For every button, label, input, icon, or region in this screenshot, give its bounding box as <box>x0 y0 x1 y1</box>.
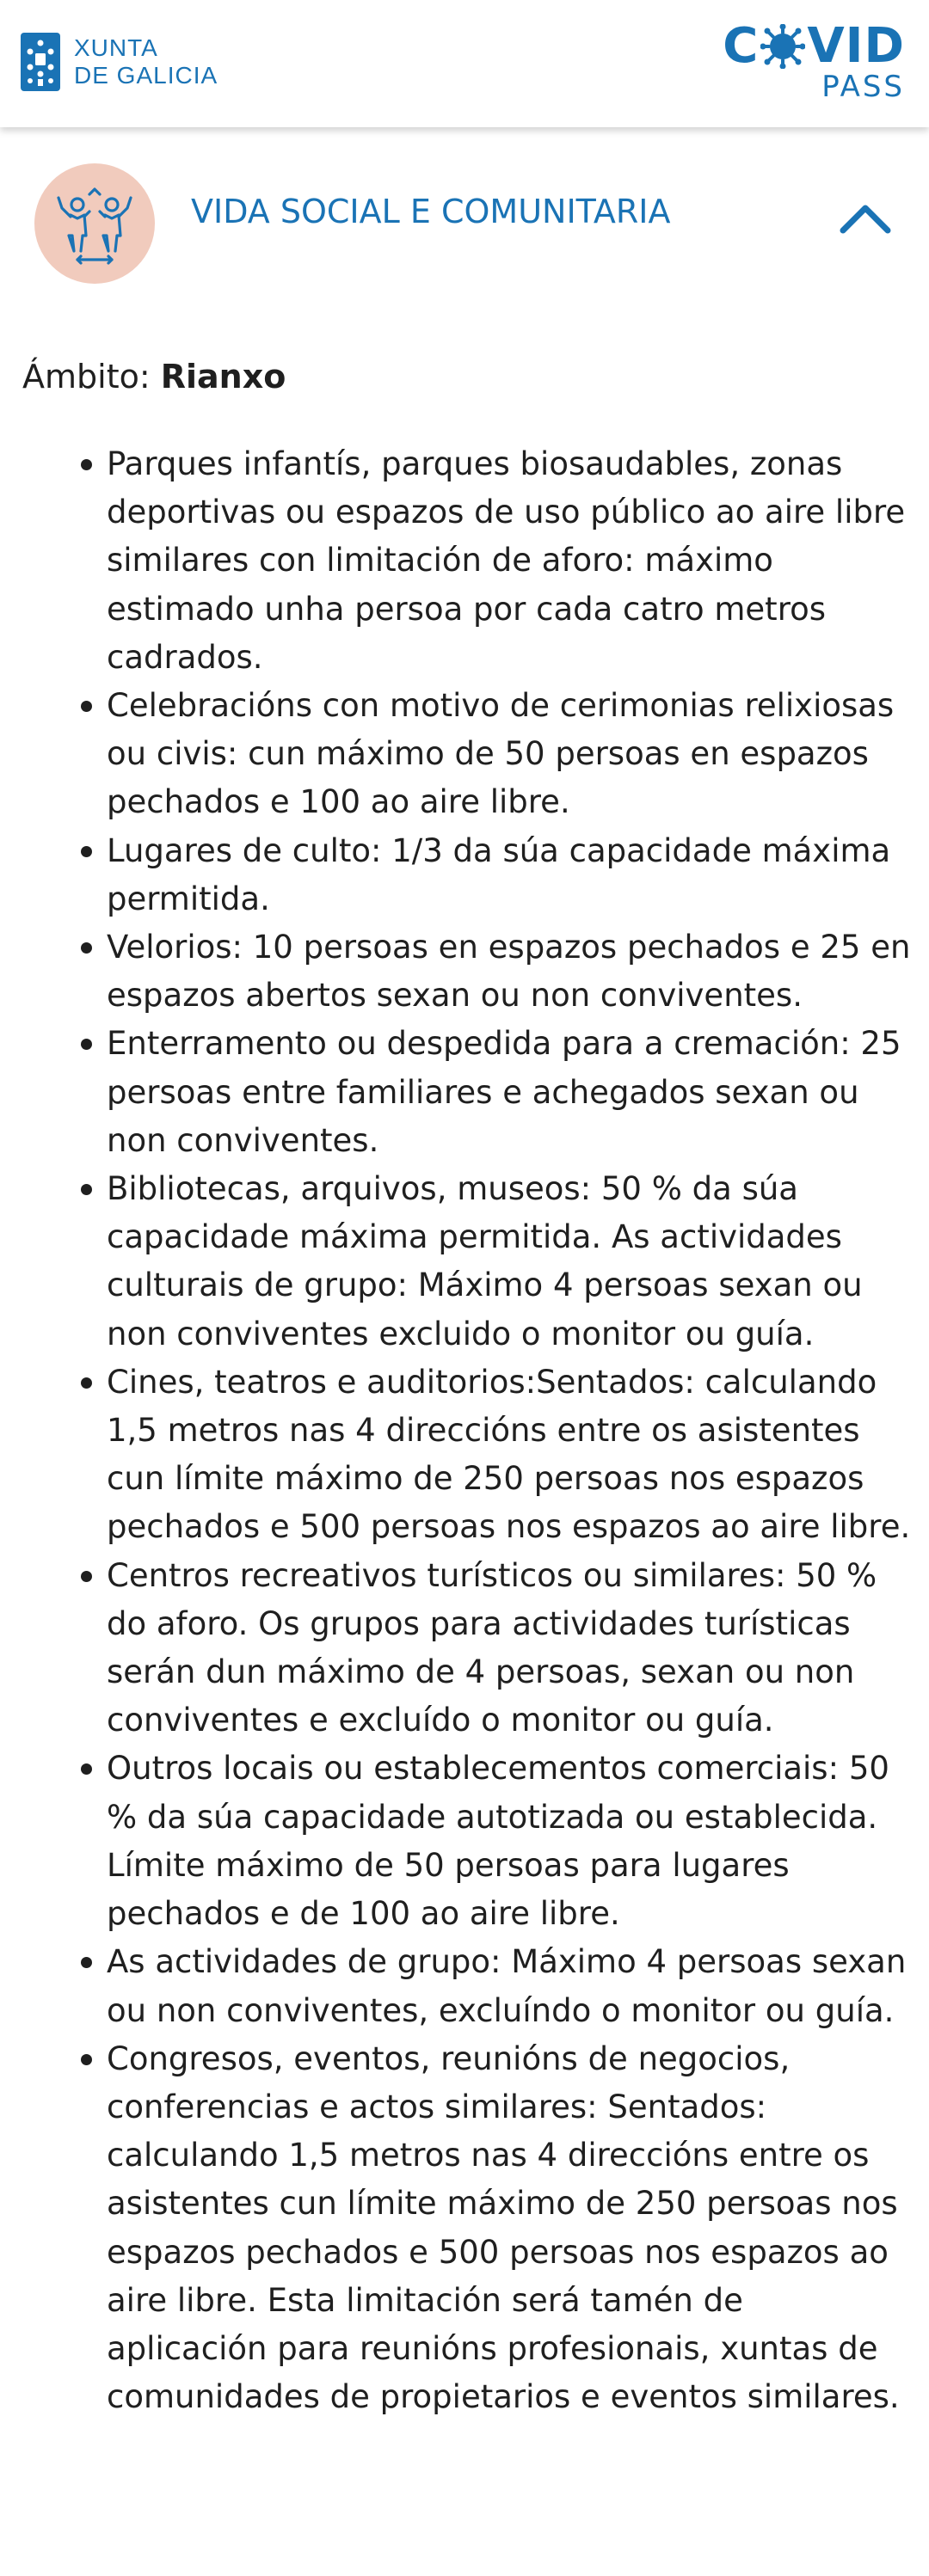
rule-item: Velorios: 10 persoas en espazos pechados e 25 en espazos abertos sexan ou non conviventes. <box>107 923 911 1020</box>
xunta-logo[interactable] <box>21 33 218 91</box>
rule-item: Outros locais ou establecementos comerciais: 50 % da súa capacidade autotizada ou establecida. Límite máximo de 50 persoas para lugares pechados e de 100 ao aire libre. <box>107 1745 911 1938</box>
section-header[interactable] <box>0 138 929 292</box>
covid-letter-c: C <box>723 18 760 74</box>
rule-item: Parques infantís, parques biosaudables, zonas deportivas ou espazos de uso público ao aire libre similares con limitación de aforo: máximo estimado unha persoa por cada catro metros cadrados. <box>107 440 911 682</box>
xunta-shield-icon <box>21 33 60 91</box>
covid-wordmark <box>723 18 905 74</box>
covid-pass-logo[interactable] <box>723 18 905 104</box>
rule-item: Lugares de culto: 1/3 da súa capacidade máxima permitida. <box>107 827 911 923</box>
virus-icon <box>760 24 805 69</box>
covid-letters-vid: VID <box>807 18 905 74</box>
rules-list <box>107 440 911 2421</box>
xunta-line-2: DE GALICIA <box>74 62 218 89</box>
chevron-up-icon[interactable] <box>838 201 893 236</box>
people-distance-icon <box>34 163 155 284</box>
rule-item: Centros recreativos turísticos ou similares: 50 % do aforo. Os grupos para actividades turísticas serán dun máximo de 4 persoas, sexan ou non conviventes e excluído o monitor ou guía. <box>107 1552 911 1745</box>
xunta-line-1: XUNTA <box>74 34 158 61</box>
rule-item: Bibliotecas, arquivos, museos: 50 % da súa capacidade máxima permitida. As actividades culturais de grupo: Máximo 4 persoas sexan ou non conviventes excluido o monitor ou guía. <box>107 1165 911 1359</box>
app-header <box>0 0 929 127</box>
rule-item: Enterramento ou despedida para a cremación: 25 persoas entre familiares e achegados sexan ou non conviventes. <box>107 1020 911 1165</box>
rule-item: Celebracións con motivo de cerimonias relixiosas ou civis: cun máximo de 50 persoas en espazos pechados e 100 ao aire libre. <box>107 682 911 827</box>
ambito-label: Ámbito: <box>22 358 151 396</box>
section-title: VIDA SOCIAL E COMUNITARIA <box>191 193 671 230</box>
ambito-line <box>22 353 286 401</box>
pass-label: PASS <box>821 70 905 104</box>
rule-item: As actividades de grupo: Máximo 4 persoas sexan ou non conviventes, excluíndo o monitor ou guía. <box>107 1938 911 2034</box>
rule-item: Cines, teatros e auditorios:Sentados: calculando 1,5 metros nas 4 direccións entre os asistentes cun límite máximo de 250 persoas nos espazos pechados e 500 persoas nos espazos ao aire libre. <box>107 1359 911 1552</box>
xunta-wordmark <box>74 34 218 89</box>
ambito-value: Rianxo <box>160 358 286 396</box>
rule-item: Congresos, eventos, reunións de negocios, conferencias e actos similares: Sentados: calculando 1,5 metros nas 4 direccións entre os asistentes cun límite máximo de 250 persoas nos espazos pechados e 500 persoas nos espazos ao aire libre. Esta limitación será tamén de aplicación para reunións profesionais, xuntas de comunidades de propietarios e eventos similares. <box>107 2035 911 2422</box>
